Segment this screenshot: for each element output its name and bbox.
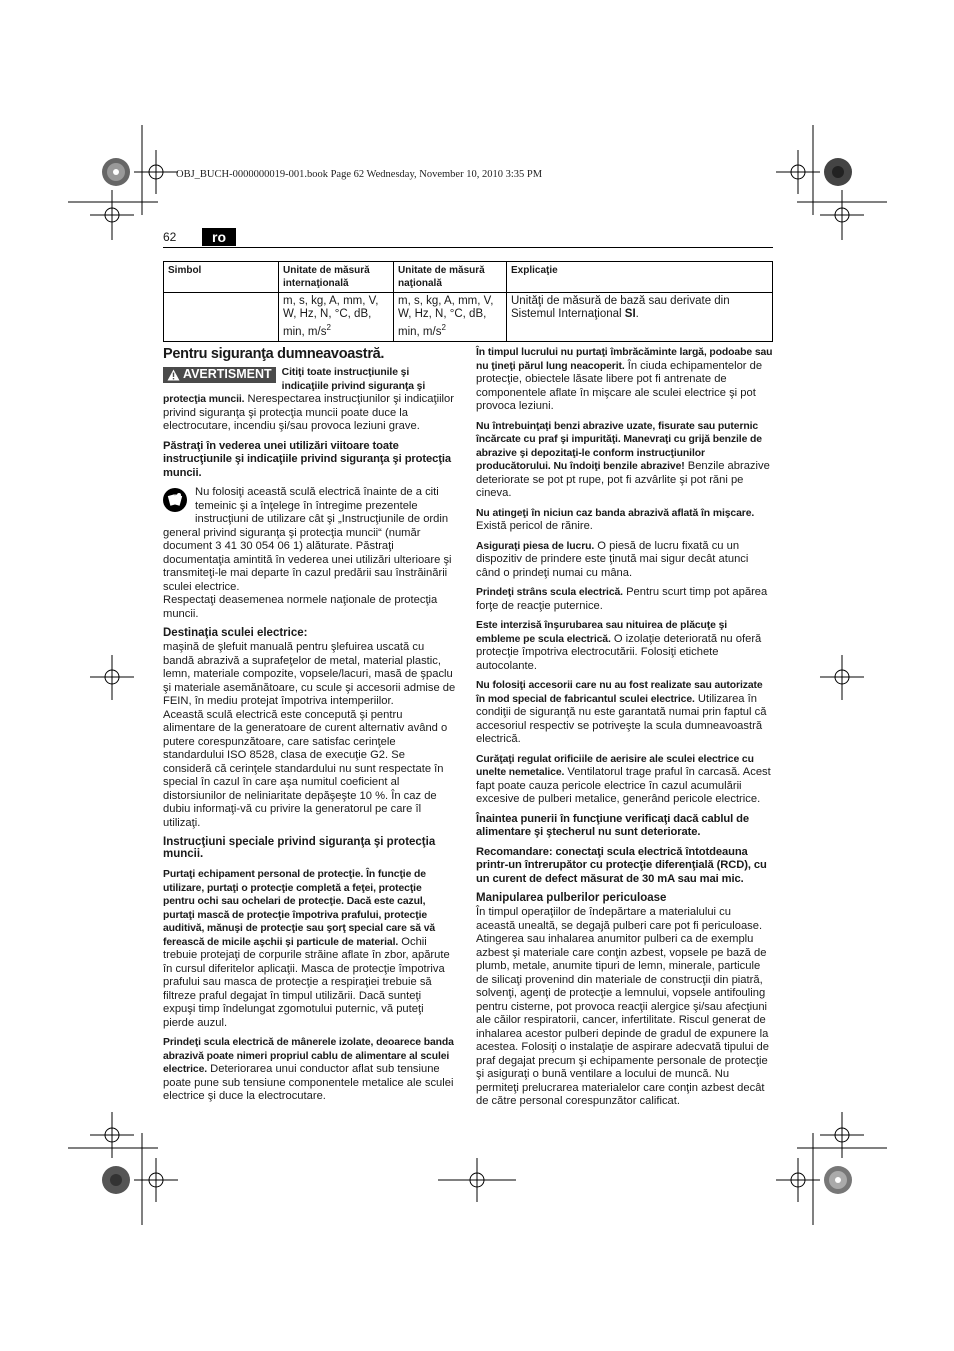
moving-belt-paragraph: Nu atingeţi în niciun caz banda abrazivă aflată în mişcare. Există pericol de rănire. (476, 507, 755, 532)
warning-paragraph: AVERTISMENT Citiţi toate instrucţiunile şi indicaţiile privind siguranţa şi protecţia muncii. Nerespectarea instrucţiunilor şi indicaţiilor privind siguranţa şi protecţia muncii poate duce la electrocutare, incendiu şi/sau provoca leziuni grave. (163, 367, 454, 432)
check-cable-paragraph: Înaintea punerii în funcţiune verificaţi dacă cablul de alimentare şi ştecherul nu sunt deteriorate. (476, 812, 750, 838)
table-header-cell: Simbol (164, 262, 279, 293)
generator-text: Această sculă electrică este concepută şi pentru alimentare de la generatoare de curent alternativ având o putere corespunzătoare, care satisfac cerinţele standardului ISO 8528, clasa de execuţie G2. Se consideră că cerinţele standardului nu sunt respectate în special în cazul în care aşa numitul coeficient al distorsiunilor de neliniaritate depăşeşte 10 %. În caz de dubiu informaţi-vă cu privire la generatorul pe care îl utilizaţi. (163, 708, 448, 829)
right-column (476, 346, 773, 1115)
table-row (164, 293, 773, 342)
table-cell-international: m, s, kg, A, mm, V, W, Hz, N, °C, dB, min, $m/s^2$ (279, 293, 394, 342)
keep-instructions-paragraph: Păstraţi în vederea unei utilizări viitoare toate instrucţiunile şi indicaţiile privind siguranţa şi protecţia muncii. (163, 439, 452, 479)
table-cell-explanation: Unităţi de măsură de bază sau derivate din Sistemul Internaţional SI. (507, 293, 773, 342)
rcd-paragraph: Recomandare: conectaţi scula electrică întotdeauna printr-un întrerupător cu protecţie diferenţială (RCD), cu un curent de defect măsurat de 30 mA sau mai mic. (476, 845, 767, 885)
intended-use-text: maşină de şlefuit manuală pentru şlefuirea uscată cu bandă abrazivă a suprafeţelor de metal, material plastic, lemn, materiale compozite, vopsele/lacuri, masă de şpaclu şi materiale asemănătoare, cu scule şi accesorii admise de FEIN, în mediu protejat împotriva intemperiilor. (163, 641, 456, 707)
loose-clothing-paragraph: În timpul lucrului nu purtaţi îmbrăcăminte largă, podoabe sau nu ţineţi părul lung neacoperit. În ciuda echipamentelor de protecţie, obiectele lăsate libere pot fi antrenate de componentele aflate în mişcare ale sculei electrice şi pot provoca leziuni. (476, 347, 773, 412)
intended-use-title: Destinaţia sculei electrice: (163, 627, 308, 639)
section-title: Pentru siguranţa dumneavoastră. (163, 346, 385, 362)
warning-badge: AVERTISMENT (163, 367, 276, 383)
language-tab: ro (202, 228, 236, 246)
protective-equipment-paragraph: Purtaţi echipament personal de protecţie. În funcţie de utilizare, purtaţi o protecţie completă a feţei, protecţie pentru ochi sau ochelari de protecţie. Dacă este cazul, purtaţi mască de protecţie împotriva prafului, protecţie auditivă, mănuşi de protecţie sau şorţ special care să vă ferească de micile aşchii şi particule de material. Ochii trebuie protejaţi de corpurile străine aflate în zbor, apărute în cursul diferitelor aplicaţii. Masca de protecţie împotriva prafului sau masca de protecţie a respiraţiei trebuie să filtreze praful degajat în timpul utilizării. Dacă sunteţi expuşi timp îndelungat zgomotului puternic, vă puteţi pierde auzul. (163, 869, 450, 1029)
secure-workpiece-paragraph: Asiguraţi piesa de lucru. O piesă de lucru fixată cu un dispozitiv de prindere este ţinută mai sigur decât atunci când o prindeţi numai cu mâna. (476, 539, 749, 579)
left-column (163, 346, 456, 1110)
ventilation-paragraph: Curăţaţi regulat orificiile de aerisire ale sculei electrice cu unelte nemetalice. Ventilatorul trage praful în carcasă. Acest fapt poate cauza pericole electrice în cazul acumulării excesive de pulberi metalice, generând pericole electrice. (476, 753, 771, 805)
read-manual-icon (163, 488, 187, 512)
national-norms-paragraph: Respectaţi deasemenea normele naţionale de protecţia muncii. (163, 594, 438, 620)
hold-tool-paragraph: Prindeţi strâns scula electrică. Pentru scurt timp pot apărea forţe de reacţie puternice. (476, 586, 768, 612)
read-manual-paragraph: Nu folosiţi această sculă electrică înainte de a citi temeinic şi a înţelege în întregime prezentele instrucţiuni de utilizare cât şi „Instrucţiunile de ordin general privind siguranţa şi protecţia muncii“ (număr document 3 41 30 054 06 1) alăturate. Păstraţi documentaţia amintită în vederea unei utilizări ulterioare şi transmiteţi-le mai departe în cazul predării sau înstrăinării sculei electrice. (163, 486, 452, 593)
no-rivets-paragraph: Este interzisă înşurubarea sau nituirea de plăcuţe şi embleme pe scula electrică. O izolaţie deteriorată nu oferă protecţie împotriva electrocutării. Folosiţi etichete autocolante. (476, 620, 762, 672)
table-cell-national: m, s, kg, A, mm, V, W, Hz, N, °C, dB, min, $m/s^2$ (394, 293, 507, 342)
dust-title: Manipularea pulberilor periculoase (476, 892, 667, 904)
table-header-cell: Unitate de măsură internaţională (279, 262, 394, 293)
table-header-cell: Explicaţie (507, 262, 773, 293)
insulated-grip-paragraph: Prindeţi scula electrică de mânerele izolate, deoarece banda abrazivă poate nimeri propriul cablu de alimentare al sculei electrice. Deteriorarea unui conductor aflat sub tensiune poate pune sub tensiune componentele metalice ale sculei electrice şi duce la electrocutare. (163, 1037, 454, 1102)
warning-triangle-icon (167, 369, 180, 381)
worn-belts-paragraph: Nu întrebuinţaţi benzi abrazive uzate, fisurate sau puternic încărcate cu praf şi impurităţi. Manevraţi cu grijă benzile de abrazive şi depozitaţi-le conform instrucţiunilor producătorului. Nu îndoiţi benzile abrazive! Benzile abrazive deteriorate se pot pt rupe, pot fi azvârlite şi pot răni pe cineva. (476, 420, 770, 499)
accessories-paragraph: Nu folosiţi accesorii care nu au fost realizate sau autorizate în mod special de fabricantul sculei electrice. Utilizarea în condiţii de siguranţă nu este garantată numai prin faptul că accesoriul respectiv se potriveşte la scula dumneavoastră electrică. (476, 680, 767, 745)
header-rule (163, 247, 773, 248)
print-file-line: OBJ_BUCH-0000000019-001.book Page 62 Wednesday, November 10, 2010 3:35 PM (176, 169, 543, 180)
units-table (163, 261, 773, 342)
table-header-row (164, 262, 773, 293)
table-header-cell: Unitate de măsură naţională (394, 262, 507, 293)
dust-text: În timpul operaţiilor de îndepărtare a materialului cu această unealtă, se degajă pulberi care pot fi periculoase. Atingerea sau inhalarea anumitor pulberi ca de exemplu azbest şi materiale care conţin azbest, vopsele pe bază de plumb, metale, anumite tipuri de lemn, minerale, particule de silicaţi provenind din materiale de construcţii din piatră, solvenţi, agenţi de protecţie a lemnului, vopsele antifouling pentru cisterne, pot provoca reacţii alergice şi/sau afecţiuni ale căilor respiratorii, cancer, infertilitate. Riscul generat de inhalarea acestor pulberi depinde de gradul de expunere la acestea. Folosiţi o instalaţie de aspirare adecvată tipului de praf degajat precum şi echipamente personale de protecţie şi asiguraţi o bună ventilare a locului de muncă. Nu permiteţi prelucrarea materialelor care conţin azbest decât de către personal corespunzător calificat. (476, 906, 769, 1107)
special-safety-title: Instrucţiuni speciale privind siguranţa şi protecţia muncii. (163, 836, 436, 860)
page-number: 62 (163, 230, 177, 244)
table-cell-symbol (164, 293, 279, 342)
